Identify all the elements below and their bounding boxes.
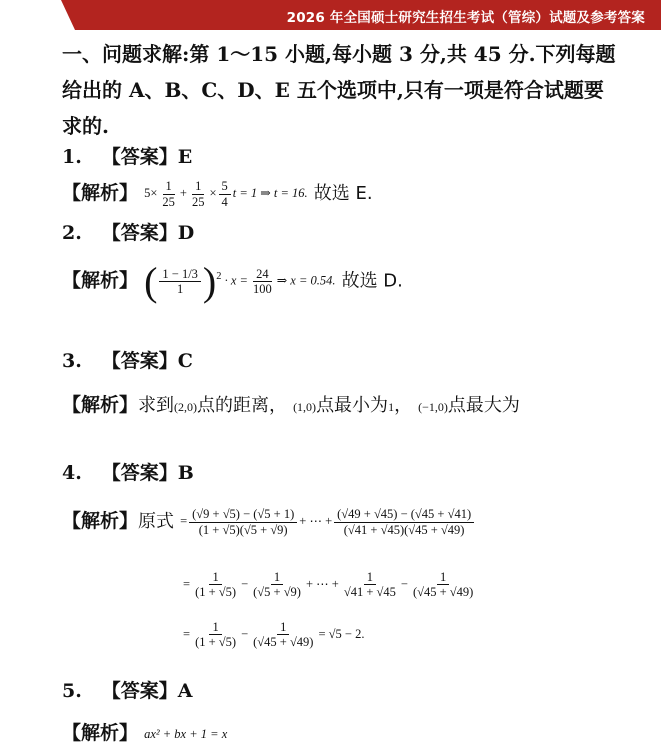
q2-inner-den: 1 (177, 282, 184, 296)
q1-f2-den: 25 (191, 194, 205, 209)
q2-conclusion: 故选 D. (341, 270, 403, 292)
analysis-label: 【解析】 (62, 182, 139, 204)
analysis-label: 【解析】 (62, 394, 139, 416)
q4-formula-1 (180, 507, 476, 537)
analysis-label: 【解析】 (62, 269, 139, 292)
q4-l3-n2: 1 (277, 620, 289, 635)
q4-l2-d2: (√5 + √9) (253, 585, 301, 600)
q4-l1-frac-a (189, 507, 297, 537)
q4-analysis-line-2 (183, 570, 478, 600)
q1-analysis (62, 178, 373, 209)
q4-l3-minus: − (241, 626, 249, 641)
q3-answer-line (62, 346, 193, 373)
answer-label: 【答案】 (101, 680, 178, 702)
q1-frac-2 (189, 179, 208, 209)
q1-tail: t = 1 ⇒ t = 16. (232, 185, 308, 200)
q2-power: 2 (216, 271, 222, 283)
q4-l1-a-den: (1 + √5)(√5 + √9) (198, 522, 288, 537)
q4-l3-frac-2 (250, 620, 316, 650)
q4-l2-frac-1 (192, 570, 239, 600)
q4-l3-n1: 1 (209, 620, 221, 635)
q3-text-3: 点最小为 (316, 395, 389, 416)
answer-label: 【答案】 (101, 350, 178, 372)
q2-tail: ⇒ x = 0.54. (276, 273, 336, 288)
q2-dotx: · x = (224, 273, 248, 288)
q4-answer: B (177, 462, 194, 484)
q2-inner-frac (159, 267, 201, 297)
q2-rhs-den: 100 (252, 282, 272, 296)
q4-analysis-line-1 (62, 506, 476, 537)
header-title: 2026 年全国硕士研究生招生考试（管综）试题及参考答案 (286, 10, 645, 26)
q2-answer-line (62, 218, 194, 245)
q4-l2-eq: = (183, 576, 191, 591)
q1-f3-num: 5 (219, 179, 231, 194)
q3-point-2: (1,0) (293, 400, 317, 414)
q1-frac-3 (219, 179, 231, 209)
q3-text-4: ， (394, 395, 413, 416)
q3-text-5: 点最大为 (447, 395, 520, 416)
q5-answer-line (62, 676, 192, 703)
q4-l2-n4: 1 (437, 570, 449, 585)
q4-eq-0: = (180, 513, 188, 528)
section-instructions: 一、问题求解:第 1～15 小题,每小题 3 分,共 45 分.下列每题给出的 A、B、C、D、E 五个选项中,只有一项是符合试题要求的. (62, 42, 616, 138)
q4-l3-eq: = (183, 626, 191, 641)
answer-label: 【答案】 (101, 462, 178, 484)
q1-f2-num: 1 (192, 179, 204, 194)
q2-rparen: ) (202, 259, 217, 304)
q3-text-1: 求到 (138, 395, 175, 416)
q4-l2-frac-2 (250, 570, 304, 600)
q2-inner-num: 1 − 1/3 (159, 267, 201, 282)
q1-pre: 5× (144, 185, 158, 200)
analysis-label: 【解析】 (62, 722, 139, 744)
q4-l2-n1: 1 (209, 570, 221, 585)
q4-l3-result: = √5 − 2. (318, 626, 365, 641)
q4-analysis-line-3 (183, 620, 364, 650)
q5-number: 5. (62, 680, 82, 702)
q2-formula (144, 258, 335, 305)
q4-l2-n3: 1 (364, 570, 376, 585)
q4-answer-line (62, 458, 194, 485)
q2-analysis (62, 258, 403, 305)
q1-f3-den: 4 (221, 194, 228, 209)
q4-lead: 原式 (138, 511, 175, 532)
q4-l1-mid: + ⋯ + (299, 513, 333, 528)
q1-frac-1 (159, 179, 178, 209)
q4-l1-a-num: (√9 + √5) − (√5 + 1) (189, 507, 297, 522)
q4-l2-mid: + ⋯ + (305, 576, 339, 591)
q2-number: 2. (62, 222, 82, 244)
q2-answer: D (177, 222, 195, 244)
q5-analysis (62, 718, 227, 745)
q1-plus: + (179, 185, 187, 200)
answer-label: 【答案】 (101, 146, 178, 168)
q4-l3-frac-1 (192, 620, 239, 650)
q4-l2-n2: 1 (271, 570, 283, 585)
q5-answer: A (177, 680, 193, 702)
q4-l2-d1: (1 + √5) (195, 585, 237, 600)
q3-analysis (62, 390, 520, 417)
q3-point-1: (2,0) (174, 400, 198, 414)
q3-number: 3. (62, 350, 82, 372)
q3-min-value: 1 (388, 400, 395, 414)
q2-rhs-frac (250, 267, 275, 297)
q4-l3-d1: (1 + √5) (195, 635, 237, 650)
page-header (0, 0, 661, 30)
q1-f1-num: 1 (163, 179, 175, 194)
q1-conclusion: 故选 E. (313, 183, 373, 204)
q4-number: 4. (62, 462, 82, 484)
q1-f1-den: 25 (162, 194, 175, 209)
q5-expr: ax² + bx + 1 = x (144, 726, 228, 741)
q1-formula (144, 179, 308, 209)
q4-l2-minus: − (241, 576, 249, 591)
answer-label: 【答案】 (101, 222, 178, 244)
q4-l1-b-den: (√41 + √45)(√45 + √49) (343, 522, 465, 537)
q4-l2-minus-2: − (400, 576, 408, 591)
q3-point-3: (−1,0) (418, 400, 448, 414)
q2-lparen: ( (144, 259, 158, 304)
q1-answer-line (62, 142, 192, 169)
q4-l1-b-num: (√49 + √45) − (√45 + √41) (334, 507, 474, 522)
q3-answer: C (177, 350, 193, 372)
q1-number: 1. (62, 146, 82, 168)
q3-text-2: 点的距离， (197, 395, 288, 416)
q1-times: × (209, 185, 217, 200)
analysis-label: 【解析】 (62, 510, 139, 532)
q4-l2-d4: (√45 + √49) (412, 585, 474, 600)
q4-l2-d3: √41 + √45 (343, 585, 396, 600)
q4-l3-d2: (√45 + √49) (253, 635, 314, 650)
q4-l1-frac-b (334, 507, 474, 537)
q4-l2-frac-4 (410, 570, 476, 600)
q2-rhs-num: 24 (253, 267, 272, 282)
q4-l2-frac-3 (341, 570, 399, 600)
q1-answer: E (177, 146, 193, 168)
